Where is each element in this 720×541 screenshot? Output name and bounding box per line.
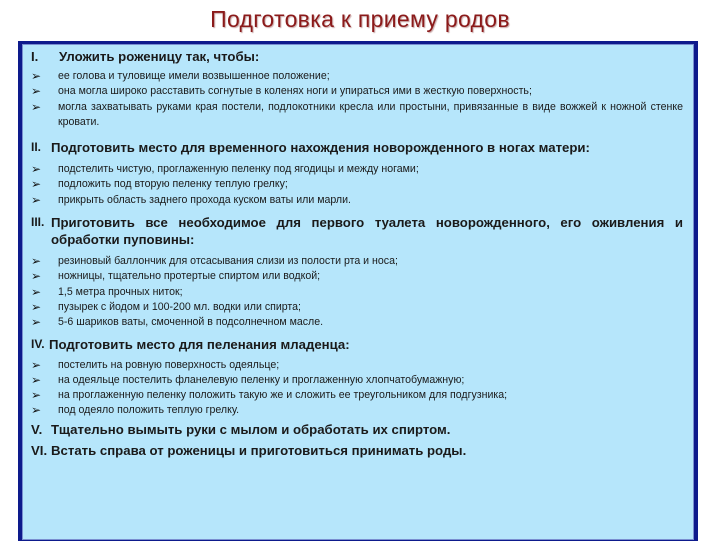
section-heading	[31, 214, 683, 248]
list-item: ➢ на проглаженную пеленку положить такую же и сложить ее треугольником для подгузника;	[31, 388, 508, 403]
section-number: I.	[31, 49, 39, 64]
item-list	[31, 358, 683, 419]
section-number: III.	[31, 215, 45, 230]
list-item: ➢ подстелить чистую, проглаженную пеленку под ягодицы и между ногами;	[31, 162, 419, 177]
section-5	[31, 421, 683, 438]
list-item: ➢ прикрыть область заднего прохода куском ваты или марли.	[31, 192, 351, 207]
content-panel	[22, 44, 694, 540]
item-list	[31, 162, 683, 208]
section-heading-text: Тщательно вымыть руки с мылом и обработать их спиртом.	[51, 421, 451, 437]
section-heading	[31, 421, 683, 438]
slide-title: Подготовка к приему родов	[210, 6, 510, 32]
section-heading	[31, 442, 683, 459]
section-2	[31, 139, 683, 208]
item-list	[31, 254, 683, 330]
list-item: ➢ ножницы, тщательно протертые спиртом или водкой;	[31, 269, 321, 284]
section-number: VI.	[31, 442, 48, 458]
arrowhead-bullet-icon: ➢	[31, 388, 42, 403]
list-item: ➢ она могла широко расставить согнутые в коленях ноги и упираться ими в жесткую поверхность;	[31, 84, 532, 99]
section-heading	[31, 336, 683, 353]
arrowhead-bullet-icon: ➢	[31, 177, 42, 192]
arrowhead-bullet-icon: ➢	[31, 269, 42, 284]
section-heading-text: Уложить роженицу так, чтобы:	[59, 49, 260, 64]
list-item: ➢ 1,5 метра прочных ниток;	[31, 284, 183, 299]
list-item: ➢ подложить под вторую пеленку теплую грелку;	[31, 177, 288, 192]
section-heading-text: Подготовить место для пеленания младенца:	[49, 336, 350, 352]
arrowhead-bullet-icon: ➢	[31, 315, 42, 330]
section-1	[31, 48, 683, 130]
list-item: ➢ могла захватывать руками края постели, подлокотники кресла или простыни, привязанные в виде вожжей к ножной стенке кровати.	[31, 100, 683, 131]
section-4	[31, 336, 683, 419]
arrowhead-bullet-icon: ➢	[31, 254, 42, 269]
list-item: ➢ 5-6 шариков ваты, смоченной в подсолнечном масле.	[31, 315, 324, 330]
arrowhead-bullet-icon: ➢	[31, 299, 42, 314]
arrowhead-bullet-icon: ➢	[31, 192, 42, 207]
list-item: ➢ ее голова и туловище имели возвышенное положение;	[31, 69, 330, 83]
section-heading-text: Приготовить все необходимое для первого туалета новорожденного, его оживления и обработки пуповины:	[51, 215, 683, 248]
arrowhead-bullet-icon: ➢	[31, 162, 42, 177]
list-item: ➢ под одеяло положить теплую грелку.	[31, 403, 240, 418]
section-3	[31, 214, 683, 330]
section-6	[31, 442, 683, 459]
list-item: ➢ постелить на ровную поверхность одеяльце;	[31, 357, 280, 372]
section-heading	[31, 139, 683, 156]
section-number: IV.	[31, 336, 45, 351]
arrowhead-bullet-icon: ➢	[31, 357, 42, 372]
arrowhead-bullet-icon: ➢	[31, 284, 42, 299]
list-item: ➢ пузырек с йодом и 100-200 мл. водки или спирта;	[31, 299, 301, 314]
section-number: II.	[31, 140, 42, 155]
section-heading-text: Встать справа от роженицы и приготовиться принимать роды.	[51, 442, 467, 458]
arrowhead-bullet-icon: ➢	[31, 403, 42, 418]
section-number: V.	[31, 421, 43, 437]
arrowhead-bullet-icon: ➢	[31, 84, 42, 99]
arrowhead-bullet-icon: ➢	[31, 372, 42, 387]
list-item: ➢ на одеяльце постелить фланелевую пеленку и проглаженную хлопчатобумажную;	[31, 372, 465, 387]
item-list	[31, 69, 683, 130]
arrowhead-bullet-icon: ➢	[31, 69, 42, 83]
arrowhead-bullet-icon: ➢	[31, 99, 42, 114]
section-heading-text: Подготовить место для временного нахождения новорожденного в ногах матери:	[51, 140, 590, 156]
list-item: ➢ резиновый баллончик для отсасывания слизи из полости рта и носа;	[31, 254, 398, 269]
section-heading	[31, 48, 683, 65]
